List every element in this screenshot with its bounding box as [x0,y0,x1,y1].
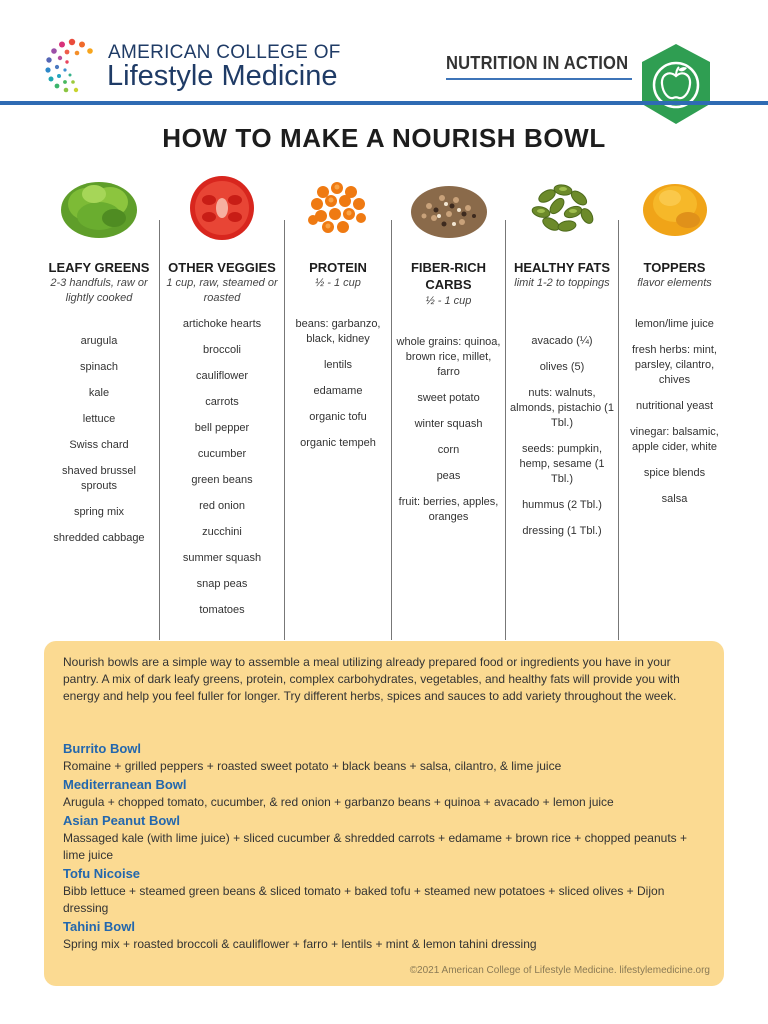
column-healthy-fats [506,168,618,640]
list-item: dressing (1 Tbl.) [522,525,602,537]
recipe-item [63,776,703,811]
ingredient-list [619,317,730,518]
list-item: cauliflower [196,370,248,382]
list-item: shredded cabbage [53,532,145,544]
list-item: spice blends [643,467,706,479]
recipe-description: Bibb lettuce + steamed green beans & sliced tomato + baked tofu + steamed new potatoes + sliced olives + Dijon dressing [63,884,665,915]
lentils-icon [293,170,383,242]
list-item: fresh herbs: mint, parsley, cilantro, chives [632,344,717,386]
page-title: HOW TO MAKE A NOURISH BOWL [162,123,606,153]
intro-paragraph: Nourish bowls are a simple way to assemble a meal utilizing already prepared food or ingredients you have in your pantry. A mix of dark leafy greens, protein, complex carbohydrates, vegetables, and healthy fats will provide you with energy and help you feel fuller for longer. Try different herbs, spices and sauces to add variety throughout the week. [63,655,680,703]
column-subtitle: ½ - 1 cup [425,295,472,307]
column-protein [285,168,391,640]
recipe-list [63,740,703,954]
list-item: sweet potato [417,392,480,404]
recipe-name: Asian Peanut Bowl [63,813,181,828]
list-item: carrots [205,396,239,408]
list-item: red onion [199,500,245,512]
list-item: seeds: pumpkin, hemp, sesame (1 Tbl.) [519,443,605,485]
list-item: spring mix [73,506,125,518]
recipe-name: Burrito Bowl [63,741,141,756]
column-fiber-rich-carbs [392,168,505,640]
header-rule [0,101,768,105]
lettuce-icon [54,170,144,242]
ingredient-list [285,317,391,462]
list-item: artichoke hearts [182,318,262,330]
recipe-item [63,918,703,953]
list-item: winter squash [414,418,483,430]
list-item: olives (5) [539,361,585,373]
column-subtitle: flavor elements [637,277,712,289]
column-subtitle: 2-3 handfuls, raw or lightly cooked [50,277,148,304]
list-item: cucumber [197,448,247,460]
list-item: avacado (¼) [531,335,593,347]
list-item: corn [437,444,460,456]
column-subtitle: ½ - 1 cup [315,277,361,289]
list-item: snap peas [196,578,248,590]
list-item: organic tempeh [300,437,376,449]
recipe-item [63,812,703,864]
list-item: salsa [661,493,688,505]
list-item: organic tofu [309,411,367,423]
recipe-description: Romaine + grilled peppers + roasted sweet potato + black beans + salsa, cilantro, & lime juice [63,759,562,773]
column-other-veggies [160,168,284,640]
list-item: edamame [313,385,363,397]
recipe-name: Tahini Bowl [63,919,135,934]
list-item: beans: garbanzo, black, kidney [295,318,381,345]
column-heading: LEAFY GREENS [48,260,150,275]
list-item: lettuce [82,413,116,425]
copyright-link[interactable]: ©2021 American College of Lifestyle Medicine. lifestylemedicine.org [409,965,710,976]
list-item: kale [88,387,110,399]
pumpkin-seeds-icon [517,170,607,242]
list-item: nuts: walnuts, almonds, pistachio (1 Tbl.) [510,387,614,429]
column-subtitle: 1 cup, raw, steamed or roasted [166,277,278,304]
column-heading: PROTEIN [309,260,367,275]
grains-icon [404,170,494,242]
list-item: lemon/lime juice [635,318,714,330]
recipe-item [63,740,703,775]
column-heading: OTHER VEGGIES [168,260,276,275]
recipe-description: Massaged kale (with lime juice) + sliced cucumber & shredded carrots + edamame + brown rice + chopped peanuts + lime juice [63,831,687,862]
column-heading: TOPPERS [643,260,706,275]
list-item: broccoli [203,344,241,356]
recipe-item [63,865,703,917]
org-name-line2: Lifestyle Medicine [107,60,338,92]
column-leafy-greens [40,168,158,640]
column-heading: FIBER-RICH CARBS [410,260,487,292]
recipe-name: Tofu Nicoise [63,866,141,881]
turmeric-icon [630,170,720,242]
list-item: arugula [80,335,118,347]
list-item: vinegar: balsamic, apple cider, white [630,426,719,453]
list-item: hummus (2 Tbl.) [522,499,602,511]
ingredient-list [40,334,158,557]
list-item: tomatoes [199,604,245,616]
list-item: zucchini [202,526,242,538]
info-box [44,641,724,986]
list-item: Swiss chard [69,439,129,451]
column-toppers [619,168,730,640]
tomato-icon [177,170,267,242]
column-subtitle: limit 1-2 to toppings [514,277,610,289]
list-item: peas [436,470,461,482]
recipe-description: Arugula + chopped tomato, cucumber, & red onion + garbanzo beans + quinoa + avacado + lemon juice [63,795,614,809]
list-item: fruit: berries, apples, oranges [398,496,499,523]
ingredient-list [506,334,618,550]
list-item: whole grains: quinoa, brown rice, millet, farro [396,336,501,378]
column-heading: HEALTHY FATS [513,260,611,275]
series-underline [446,78,632,80]
list-item: nutritional yeast [635,400,714,412]
ingredient-columns [40,168,730,640]
org-name-line1: AMERICAN COLLEGE OF [108,42,341,63]
list-item: shaved brussel sprouts [62,465,136,492]
acl-logo-icon [42,36,102,96]
list-item: summer squash [182,552,262,564]
list-item: spinach [80,361,118,373]
list-item: green beans [191,474,253,486]
apple-icon [636,42,716,126]
ingredient-list [392,335,505,536]
recipe-description: Spring mix + roasted broccoli & cauliflower + farro + lentils + mint & lemon tahini dressing [63,937,537,951]
recipe-name: Mediterranean Bowl [63,777,187,792]
ingredient-list [160,317,284,629]
list-item: bell pepper [194,422,250,434]
series-label: NUTRITION IN ACTION [446,53,629,73]
list-item: lentils [323,359,353,371]
page-header [0,0,768,108]
